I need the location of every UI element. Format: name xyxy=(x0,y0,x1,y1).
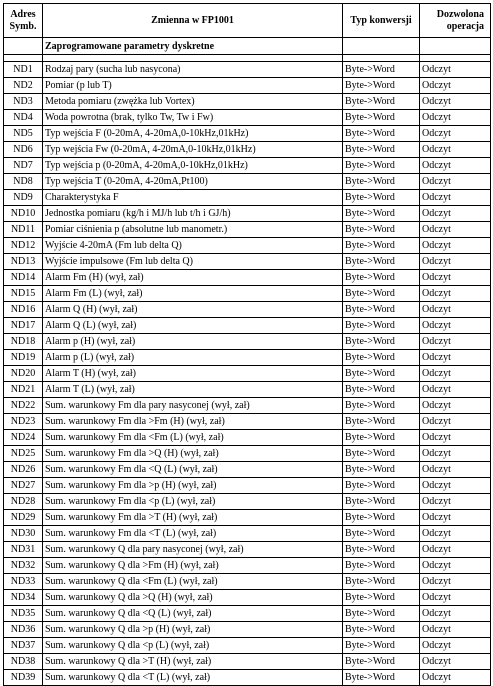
variable-cell: Sum. warunkowy Q dla <Fm (L) (wył, zał) xyxy=(43,574,343,590)
variable-cell: Sum. warunkowy Q dla >T (H) (wył, zał) xyxy=(43,654,343,670)
table-row xyxy=(4,62,491,78)
operation-cell: Odczyt xyxy=(420,654,491,670)
operation-cell: Odczyt xyxy=(420,238,491,254)
conversion-cell: Byte->Word xyxy=(343,638,420,654)
variable-cell: Typ wejścia p (0-20mA, 4-20mA,0-10kHz,01kHz) xyxy=(43,158,343,174)
operation-cell: Odczyt xyxy=(420,382,491,398)
table-row xyxy=(4,542,491,558)
address-cell: ND6 xyxy=(4,142,43,158)
conversion-cell: Byte->Word xyxy=(343,302,420,318)
address-cell: ND5 xyxy=(4,126,43,142)
section-empty-cell xyxy=(420,38,491,55)
conversion-cell: Byte->Word xyxy=(343,574,420,590)
address-cell: ND22 xyxy=(4,398,43,414)
conversion-cell: Byte->Word xyxy=(343,446,420,462)
variable-cell: Sum. warunkowy Q dla <T (L) (wył, zał) xyxy=(43,670,343,686)
variable-cell: Typ wejścia T (0-20mA, 4-20mA,Pt100) xyxy=(43,174,343,190)
operation-cell: Odczyt xyxy=(420,366,491,382)
table-row xyxy=(4,382,491,398)
operation-cell: Odczyt xyxy=(420,478,491,494)
variable-cell: Pomiar (p lub T) xyxy=(43,78,343,94)
address-cell: ND18 xyxy=(4,334,43,350)
conversion-cell: Byte->Word xyxy=(343,382,420,398)
variable-cell: Sum. warunkowy Q dla >Fm (H) (wył, zał) xyxy=(43,558,343,574)
spacer-cell xyxy=(343,55,420,62)
variable-cell: Sum. warunkowy Fm dla >Q (H) (wył, zał) xyxy=(43,446,343,462)
address-cell: ND39 xyxy=(4,670,43,686)
conversion-cell: Byte->Word xyxy=(343,78,420,94)
variable-cell: Metoda pomiaru (zwężka lub Vortex) xyxy=(43,94,343,110)
operation-cell: Odczyt xyxy=(420,94,491,110)
operation-cell: Odczyt xyxy=(420,62,491,78)
spacer-row xyxy=(4,55,491,62)
variable-cell: Sum. warunkowy Q dla <p (L) (wył, zał) xyxy=(43,638,343,654)
table-row xyxy=(4,414,491,430)
table-row xyxy=(4,110,491,126)
table-row xyxy=(4,142,491,158)
table-row xyxy=(4,446,491,462)
table-row xyxy=(4,398,491,414)
table-row xyxy=(4,190,491,206)
variable-cell: Alarm T (L) (wył, zał) xyxy=(43,382,343,398)
table-row xyxy=(4,430,491,446)
table-row xyxy=(4,334,491,350)
operation-cell: Odczyt xyxy=(420,126,491,142)
operation-cell: Odczyt xyxy=(420,222,491,238)
address-cell: ND7 xyxy=(4,158,43,174)
variable-cell: Sum. warunkowy Fm dla <Fm (L) (wył, zał) xyxy=(43,430,343,446)
conversion-cell: Byte->Word xyxy=(343,590,420,606)
variable-cell: Pomiar ciśnienia p (absolutne lub manometr.) xyxy=(43,222,343,238)
operation-cell: Odczyt xyxy=(420,542,491,558)
header-operation: Dozwolona operacja xyxy=(420,4,491,38)
conversion-cell: Byte->Word xyxy=(343,238,420,254)
table-row xyxy=(4,606,491,622)
address-cell: ND10 xyxy=(4,206,43,222)
variable-cell: Jednostka pomiaru (kg/h i MJ/h lub t/h i GJ/h) xyxy=(43,206,343,222)
table-row xyxy=(4,222,491,238)
address-cell: ND14 xyxy=(4,270,43,286)
table-row xyxy=(4,270,491,286)
address-cell: ND24 xyxy=(4,430,43,446)
address-cell: ND16 xyxy=(4,302,43,318)
operation-cell: Odczyt xyxy=(420,510,491,526)
table-row xyxy=(4,574,491,590)
spacer-cell xyxy=(4,55,43,62)
address-cell: ND38 xyxy=(4,654,43,670)
conversion-cell: Byte->Word xyxy=(343,414,420,430)
table-row xyxy=(4,494,491,510)
conversion-cell: Byte->Word xyxy=(343,366,420,382)
conversion-cell: Byte->Word xyxy=(343,542,420,558)
table-row xyxy=(4,350,491,366)
conversion-cell: Byte->Word xyxy=(343,62,420,78)
table-row xyxy=(4,94,491,110)
operation-cell: Odczyt xyxy=(420,254,491,270)
variable-cell: Alarm Fm (L) (wył, zał) xyxy=(43,286,343,302)
address-cell: ND2 xyxy=(4,78,43,94)
variable-cell: Sum. warunkowy Q dla pary nasyconej (wył, zał) xyxy=(43,542,343,558)
header-variable: Zmienna w FP1001 xyxy=(43,4,343,38)
variable-cell: Sum. warunkowy Fm dla >T (H) (wył, zał) xyxy=(43,510,343,526)
operation-cell: Odczyt xyxy=(420,590,491,606)
operation-cell: Odczyt xyxy=(420,318,491,334)
operation-cell: Odczyt xyxy=(420,206,491,222)
header-conversion: Typ konwersji xyxy=(343,4,420,38)
variable-cell: Alarm Fm (H) (wył, zał) xyxy=(43,270,343,286)
address-cell: ND31 xyxy=(4,542,43,558)
address-cell: ND25 xyxy=(4,446,43,462)
operation-cell: Odczyt xyxy=(420,302,491,318)
variable-cell: Sum. warunkowy Fm dla <Q (L) (wył, zał) xyxy=(43,462,343,478)
operation-cell: Odczyt xyxy=(420,558,491,574)
address-cell: ND37 xyxy=(4,638,43,654)
address-cell: ND3 xyxy=(4,94,43,110)
table-row xyxy=(4,654,491,670)
operation-cell: Odczyt xyxy=(420,430,491,446)
variable-cell: Typ wejścia F (0-20mA, 4-20mA,0-10kHz,01kHz) xyxy=(43,126,343,142)
operation-cell: Odczyt xyxy=(420,286,491,302)
variable-cell: Sum. warunkowy Fm dla <p (L) (wył, zał) xyxy=(43,494,343,510)
operation-cell: Odczyt xyxy=(420,670,491,686)
operation-cell: Odczyt xyxy=(420,270,491,286)
operation-cell: Odczyt xyxy=(420,446,491,462)
section-empty-cell xyxy=(343,38,420,55)
address-cell: ND33 xyxy=(4,574,43,590)
address-cell: ND23 xyxy=(4,414,43,430)
conversion-cell: Byte->Word xyxy=(343,622,420,638)
address-cell: ND20 xyxy=(4,366,43,382)
conversion-cell: Byte->Word xyxy=(343,478,420,494)
address-cell: ND15 xyxy=(4,286,43,302)
conversion-cell: Byte->Word xyxy=(343,462,420,478)
table-row xyxy=(4,238,491,254)
conversion-cell: Byte->Word xyxy=(343,254,420,270)
variable-cell: Alarm Q (L) (wył, zał) xyxy=(43,318,343,334)
address-cell: ND19 xyxy=(4,350,43,366)
address-cell: ND32 xyxy=(4,558,43,574)
conversion-cell: Byte->Word xyxy=(343,526,420,542)
address-cell: ND9 xyxy=(4,190,43,206)
table-row xyxy=(4,126,491,142)
address-cell: ND17 xyxy=(4,318,43,334)
conversion-cell: Byte->Word xyxy=(343,350,420,366)
conversion-cell: Byte->Word xyxy=(343,606,420,622)
conversion-cell: Byte->Word xyxy=(343,510,420,526)
address-cell: ND8 xyxy=(4,174,43,190)
table-row xyxy=(4,622,491,638)
operation-cell: Odczyt xyxy=(420,334,491,350)
table-header-row xyxy=(4,4,491,38)
address-cell: ND29 xyxy=(4,510,43,526)
conversion-cell: Byte->Word xyxy=(343,270,420,286)
address-cell: ND36 xyxy=(4,622,43,638)
conversion-cell: Byte->Word xyxy=(343,286,420,302)
operation-cell: Odczyt xyxy=(420,638,491,654)
conversion-cell: Byte->Word xyxy=(343,334,420,350)
address-cell: ND26 xyxy=(4,462,43,478)
conversion-cell: Byte->Word xyxy=(343,670,420,686)
conversion-cell: Byte->Word xyxy=(343,126,420,142)
operation-cell: Odczyt xyxy=(420,622,491,638)
address-cell: ND21 xyxy=(4,382,43,398)
conversion-cell: Byte->Word xyxy=(343,430,420,446)
table-row xyxy=(4,462,491,478)
operation-cell: Odczyt xyxy=(420,462,491,478)
conversion-cell: Byte->Word xyxy=(343,94,420,110)
address-cell: ND12 xyxy=(4,238,43,254)
variable-cell: Sum. warunkowy Fm dla >p (H) (wył, zał) xyxy=(43,478,343,494)
section-row xyxy=(4,38,491,55)
table-row xyxy=(4,174,491,190)
discrete-parameters-table xyxy=(3,3,491,686)
table-row xyxy=(4,254,491,270)
variable-cell: Charakterystyka F xyxy=(43,190,343,206)
variable-cell: Sum. warunkowy Fm dla pary nasyconej (wył, zał) xyxy=(43,398,343,414)
variable-cell: Alarm T (H) (wył, zał) xyxy=(43,366,343,382)
operation-cell: Odczyt xyxy=(420,606,491,622)
operation-cell: Odczyt xyxy=(420,414,491,430)
variable-cell: Sum. warunkowy Q dla >Q (H) (wył, zał) xyxy=(43,590,343,606)
variable-cell: Alarm p (H) (wył, zał) xyxy=(43,334,343,350)
conversion-cell: Byte->Word xyxy=(343,158,420,174)
operation-cell: Odczyt xyxy=(420,350,491,366)
conversion-cell: Byte->Word xyxy=(343,398,420,414)
spacer-cell xyxy=(43,55,343,62)
operation-cell: Odczyt xyxy=(420,158,491,174)
address-cell: ND30 xyxy=(4,526,43,542)
conversion-cell: Byte->Word xyxy=(343,318,420,334)
operation-cell: Odczyt xyxy=(420,574,491,590)
table-row xyxy=(4,78,491,94)
conversion-cell: Byte->Word xyxy=(343,190,420,206)
variable-cell: Sum. warunkowy Fm dla >Fm (H) (wył, zał) xyxy=(43,414,343,430)
conversion-cell: Byte->Word xyxy=(343,654,420,670)
table-row xyxy=(4,302,491,318)
variable-cell: Alarm p (L) (wył, zał) xyxy=(43,350,343,366)
variable-cell: Woda powrotna (brak, tylko Tw, Tw i Fw) xyxy=(43,110,343,126)
table-row xyxy=(4,670,491,686)
conversion-cell: Byte->Word xyxy=(343,110,420,126)
variable-cell: Rodzaj pary (sucha lub nasycona) xyxy=(43,62,343,78)
table-row xyxy=(4,638,491,654)
address-cell: ND28 xyxy=(4,494,43,510)
table-row xyxy=(4,510,491,526)
operation-cell: Odczyt xyxy=(420,190,491,206)
conversion-cell: Byte->Word xyxy=(343,494,420,510)
conversion-cell: Byte->Word xyxy=(343,222,420,238)
operation-cell: Odczyt xyxy=(420,110,491,126)
table-row xyxy=(4,318,491,334)
address-cell: ND11 xyxy=(4,222,43,238)
table-row xyxy=(4,526,491,542)
table-row xyxy=(4,366,491,382)
spacer-cell xyxy=(420,55,491,62)
header-address: Adres Symb. xyxy=(4,4,43,38)
variable-cell: Typ wejścia Fw (0-20mA, 4-20mA,0-10kHz,01kHz) xyxy=(43,142,343,158)
conversion-cell: Byte->Word xyxy=(343,206,420,222)
table-row xyxy=(4,206,491,222)
conversion-cell: Byte->Word xyxy=(343,142,420,158)
table-row xyxy=(4,558,491,574)
address-cell: ND34 xyxy=(4,590,43,606)
address-cell: ND1 xyxy=(4,62,43,78)
variable-cell: Alarm Q (H) (wył, zał) xyxy=(43,302,343,318)
address-cell: ND4 xyxy=(4,110,43,126)
operation-cell: Odczyt xyxy=(420,398,491,414)
address-cell: ND27 xyxy=(4,478,43,494)
table-row xyxy=(4,286,491,302)
table-row xyxy=(4,590,491,606)
address-cell: ND35 xyxy=(4,606,43,622)
table-row xyxy=(4,478,491,494)
section-empty-cell xyxy=(4,38,43,55)
operation-cell: Odczyt xyxy=(420,78,491,94)
operation-cell: Odczyt xyxy=(420,174,491,190)
operation-cell: Odczyt xyxy=(420,142,491,158)
operation-cell: Odczyt xyxy=(420,526,491,542)
conversion-cell: Byte->Word xyxy=(343,174,420,190)
variable-cell: Wyjście impulsowe (Fm lub delta Q) xyxy=(43,254,343,270)
address-cell: ND13 xyxy=(4,254,43,270)
variable-cell: Sum. warunkowy Q dla >p (H) (wył, zał) xyxy=(43,622,343,638)
table-row xyxy=(4,158,491,174)
variable-cell: Sum. warunkowy Fm dla <T (L) (wył, zał) xyxy=(43,526,343,542)
section-title: Zaprogramowane parametry dyskretne xyxy=(43,38,343,55)
variable-cell: Sum. warunkowy Q dla <Q (L) (wył, zał) xyxy=(43,606,343,622)
operation-cell: Odczyt xyxy=(420,494,491,510)
variable-cell: Wyjście 4-20mA (Fm lub delta Q) xyxy=(43,238,343,254)
conversion-cell: Byte->Word xyxy=(343,558,420,574)
